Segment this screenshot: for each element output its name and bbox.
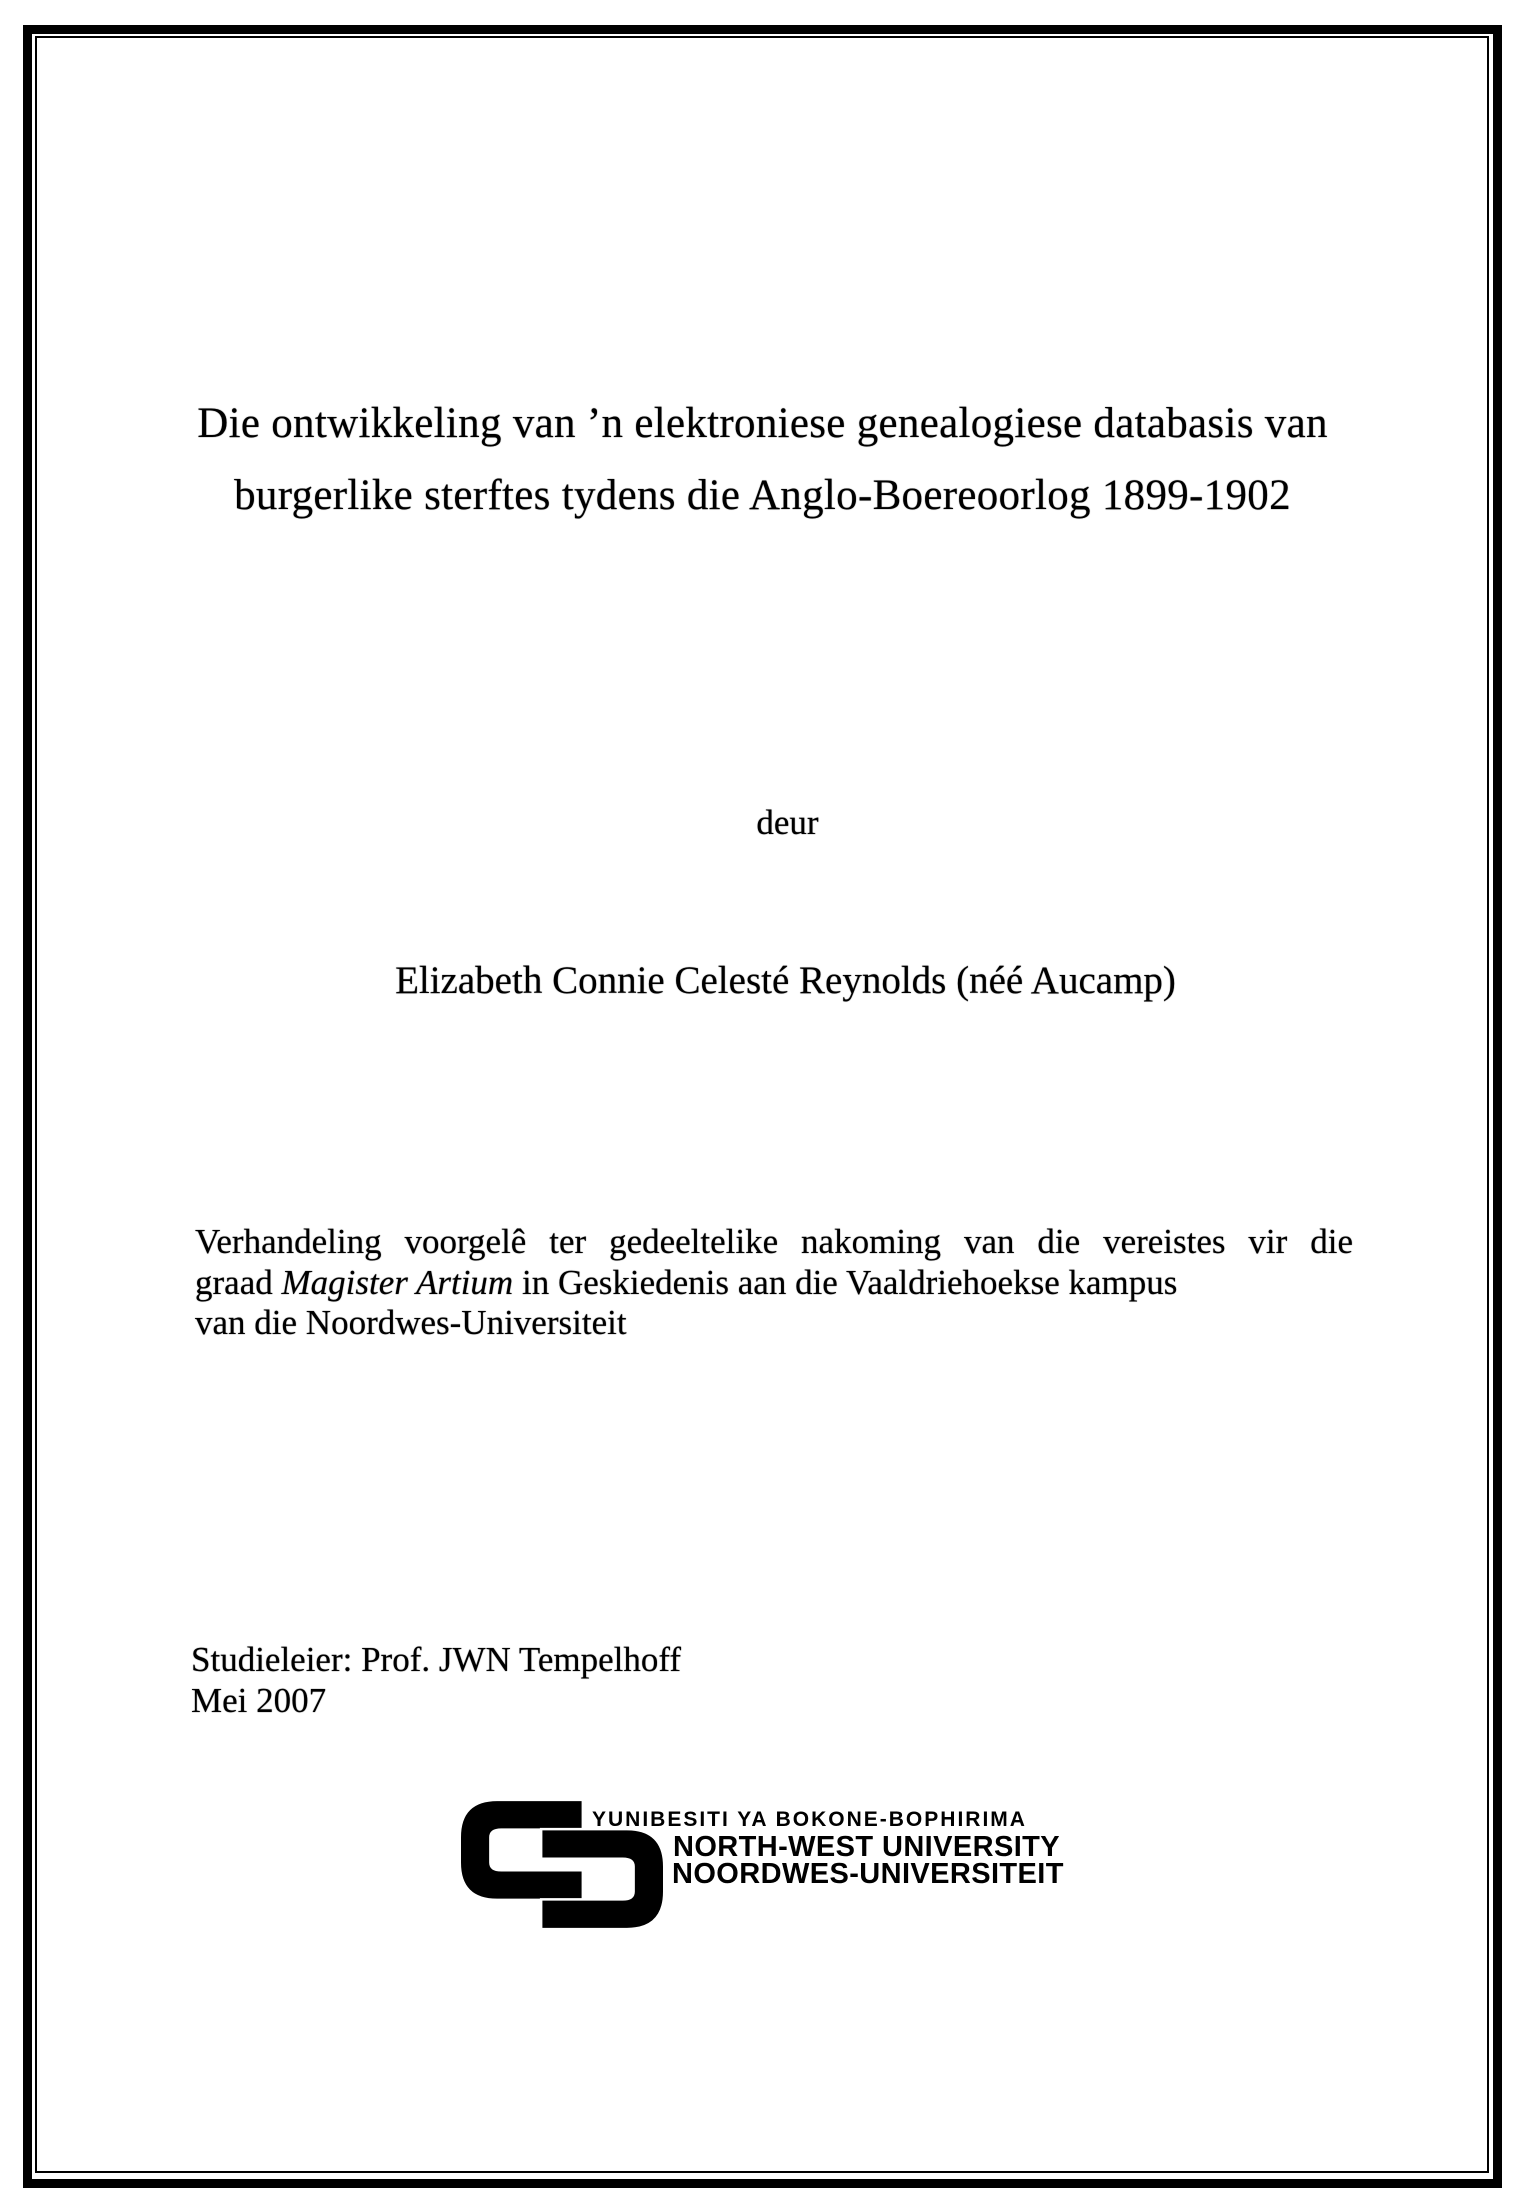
date-line: Mei 2007: [191, 1681, 327, 1720]
byline-deur: deur: [756, 803, 819, 842]
degree-statement-line-1: Verhandeling voorgelê ter gedeeltelike nakoming van die vereistes vir die: [195, 1222, 1353, 1261]
logo-setswana-name: YUNIBESITI YA BOKONE-BOPHIRIMA: [592, 1808, 1027, 1831]
degree-statement-line-2: [195, 1263, 1353, 1304]
logo-english-name: NORTH-WEST UNIVERSITY: [673, 1831, 1061, 1863]
degree-statement: [195, 1222, 1353, 1344]
author-name: Elizabeth Connie Celesté Reynolds (néé Aucamp): [395, 959, 1176, 1002]
supervisor-line: Studieleier: Prof. JWN Tempelhoff: [191, 1640, 682, 1679]
logo-afrikaans-name: NOORDWES-UNIVERSITEIT: [672, 1858, 1064, 1890]
degree-statement-line-2-post: in Geskiedenis aan die Vaaldriehoekse kampus: [513, 1262, 1178, 1302]
degree-name-italic: Magister Artium: [281, 1262, 514, 1302]
title-line-1: Die ontwikkeling van ’n elektroniese genealogiese databasis van: [197, 400, 1328, 447]
degree-statement-line-3: van die Noordwes-Universiteit: [195, 1303, 627, 1342]
dissertation-title: [36, 388, 1489, 532]
degree-statement-line-2-pre: graad: [195, 1262, 282, 1302]
supervisor-block: [191, 1639, 681, 1721]
title-line-2: burgerlike sterftes tydens die Anglo-Boereoorlog 1899-1902: [234, 472, 1291, 519]
